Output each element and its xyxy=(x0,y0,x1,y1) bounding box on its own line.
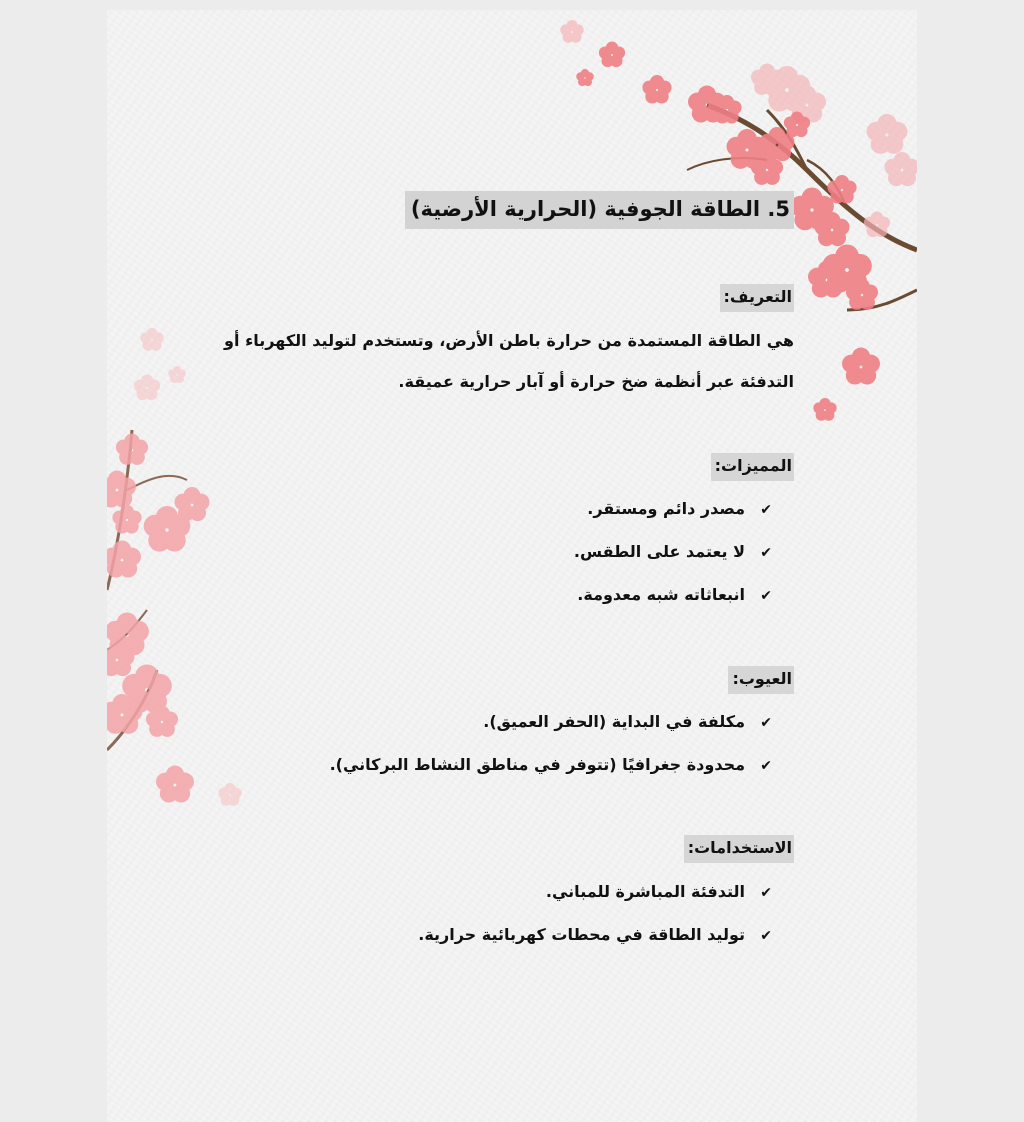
check-icon: ✔ xyxy=(760,588,772,604)
check-icon: ✔ xyxy=(760,545,772,561)
definition-heading: التعريف: xyxy=(720,284,794,312)
check-icon: ✔ xyxy=(760,502,772,518)
list-item: ✔ التدفئة المباشرة للمباني. xyxy=(418,881,772,924)
check-icon: ✔ xyxy=(760,715,772,731)
list-item: ✔ محدودة جغرافيًا (تتوفر في مناطق النشاط البركاني). xyxy=(330,754,772,797)
list-item: ✔ لا يعتمد على الطقس. xyxy=(574,541,772,584)
check-icon: ✔ xyxy=(760,758,772,774)
uses-list xyxy=(418,881,772,967)
advantages-heading: المميزات: xyxy=(711,453,794,481)
list-item: ✔ مكلفة في البداية (الحفر العميق). xyxy=(330,711,772,754)
check-icon: ✔ xyxy=(760,885,772,901)
list-item: ✔ انبعاثاته شبه معدومة. xyxy=(574,584,772,627)
document-page xyxy=(107,10,917,1122)
uses-heading: الاستخدامات: xyxy=(684,835,794,863)
disadvantages-list xyxy=(330,711,772,797)
disadvantages-heading: العيوب: xyxy=(728,666,794,694)
list-item: ✔ توليد الطاقة في محطات كهربائية حرارية. xyxy=(418,924,772,967)
definition-line: هي الطاقة المستمدة من حرارة باطن الأرض، وتستخدم لتوليد الكهرباء أو xyxy=(224,331,794,350)
check-icon: ✔ xyxy=(760,928,772,944)
left-branch xyxy=(107,328,242,806)
page-title: 5. الطاقة الجوفية (الحرارية الأرضية) xyxy=(405,191,794,229)
advantages-list xyxy=(574,498,772,627)
list-item: ✔ مصدر دائم ومستقر. xyxy=(574,498,772,541)
definition-paragraph xyxy=(224,320,794,402)
definition-line: التدفئة عبر أنظمة ضخ حرارة أو آبار حرارية عميقة. xyxy=(398,372,794,391)
